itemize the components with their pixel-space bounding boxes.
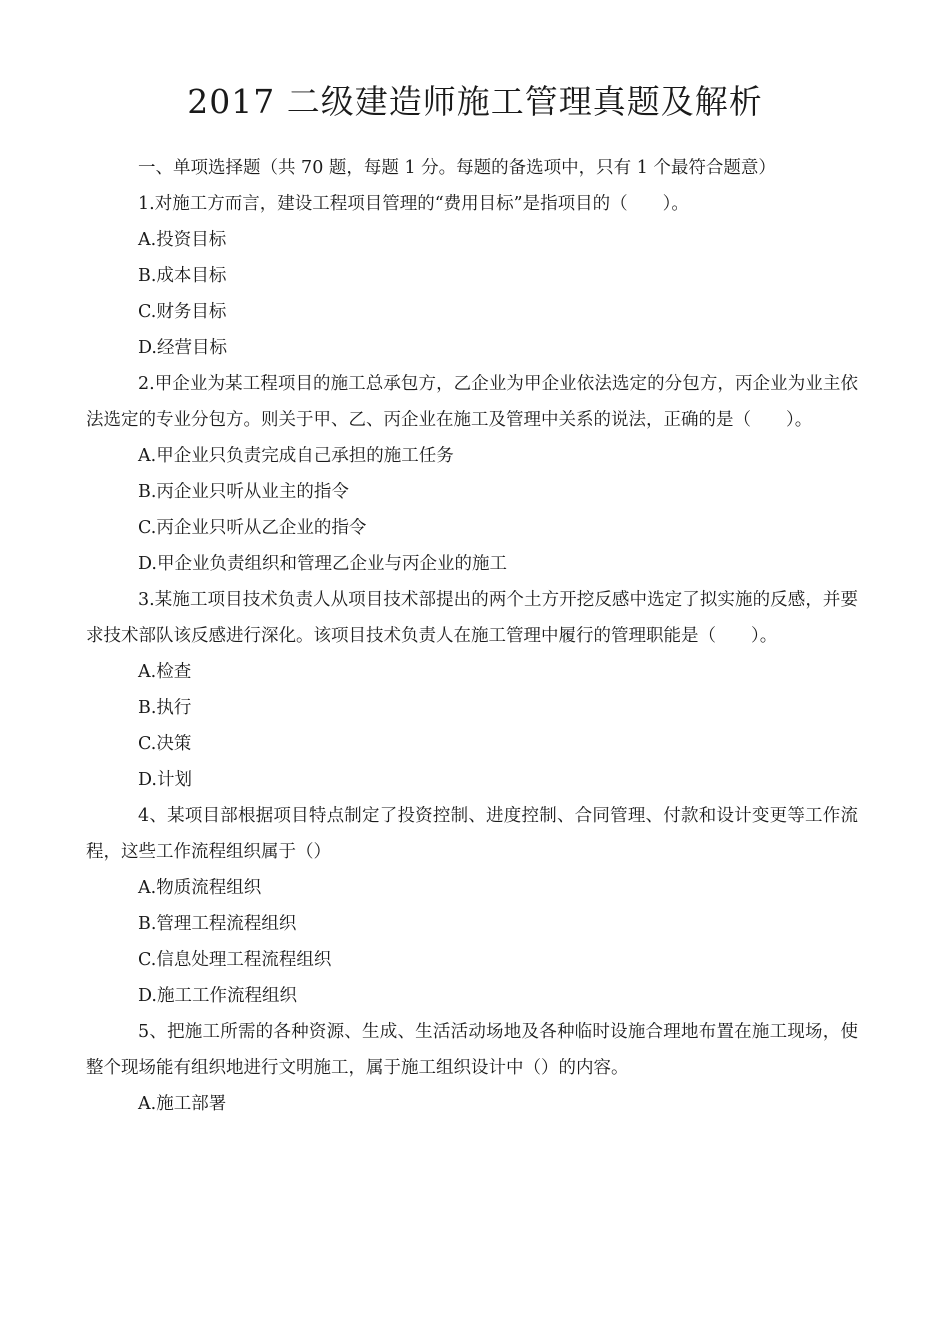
question-1-option-c: C.财务目标	[138, 302, 227, 322]
question-1-option-a: A.投资目标	[138, 230, 227, 250]
question-3-option-d: D.计划	[138, 770, 192, 790]
question-1-option-b: B.成本目标	[138, 266, 227, 286]
question-2-stem: 2.甲企业为某工程项目的施工总承包方，乙企业为甲企业依法选定的分包方，丙企业为业主依法选定的专业分包方。则关于甲、乙、丙企业在施工及管理中关系的说法，正确的是（ ）。	[86, 374, 858, 430]
question-3-stem: 3.某施工项目技术负责人从项目技术部提出的两个土方开挖反感中选定了拟实施的反感，并要求技术部队该反感进行深化。该项目技术负责人在施工管理中履行的管理职能是（ ）。	[86, 590, 858, 646]
question-4-stem: 4、某项目部根据项目特点制定了投资控制、进度控制、合同管理、付款和设计变更等工作流程，这些工作流程组织属于（）	[86, 806, 858, 862]
question-3-option-c: C.决策	[138, 734, 192, 754]
question-4-option-b: B.管理工程流程组织	[138, 914, 297, 934]
document-body	[86, 150, 858, 1122]
question-2-option-b: B.丙企业只听从业主的指令	[138, 482, 349, 502]
question-4-option-a: A.物质流程组织	[138, 878, 262, 898]
section-heading: 一、单项选择题（共 70 题，每题 1 分。每题的备选项中，只有 1 个最符合题意）	[138, 158, 776, 178]
document-title: 2017 二级建造师施工管理真题及解析	[187, 82, 763, 121]
question-1-stem: 1.对施工方而言，建设工程项目管理的“费用目标”是指项目的（ ）。	[138, 194, 689, 214]
question-2-option-c: C.丙企业只听从乙企业的指令	[138, 518, 367, 538]
question-5-option-a: A.施工部署	[138, 1094, 227, 1114]
question-2-option-a: A.甲企业只负责完成自己承担的施工任务	[138, 446, 454, 466]
question-2-option-d: D.甲企业负责组织和管理乙企业与丙企业的施工	[138, 554, 507, 574]
question-4-option-d: D.施工工作流程组织	[138, 986, 297, 1006]
question-5-stem: 5、把施工所需的各种资源、生成、生活活动场地及各种临时设施合理地布置在施工现场，使整个现场能有组织地进行文明施工，属于施工组织设计中（）的内容。	[86, 1022, 858, 1078]
question-3-option-a: A.检查	[138, 662, 192, 682]
question-4-option-c: C.信息处理工程流程组织	[138, 950, 332, 970]
question-3-option-b: B.执行	[138, 698, 192, 718]
question-1-option-d: D.经营目标	[138, 338, 227, 358]
